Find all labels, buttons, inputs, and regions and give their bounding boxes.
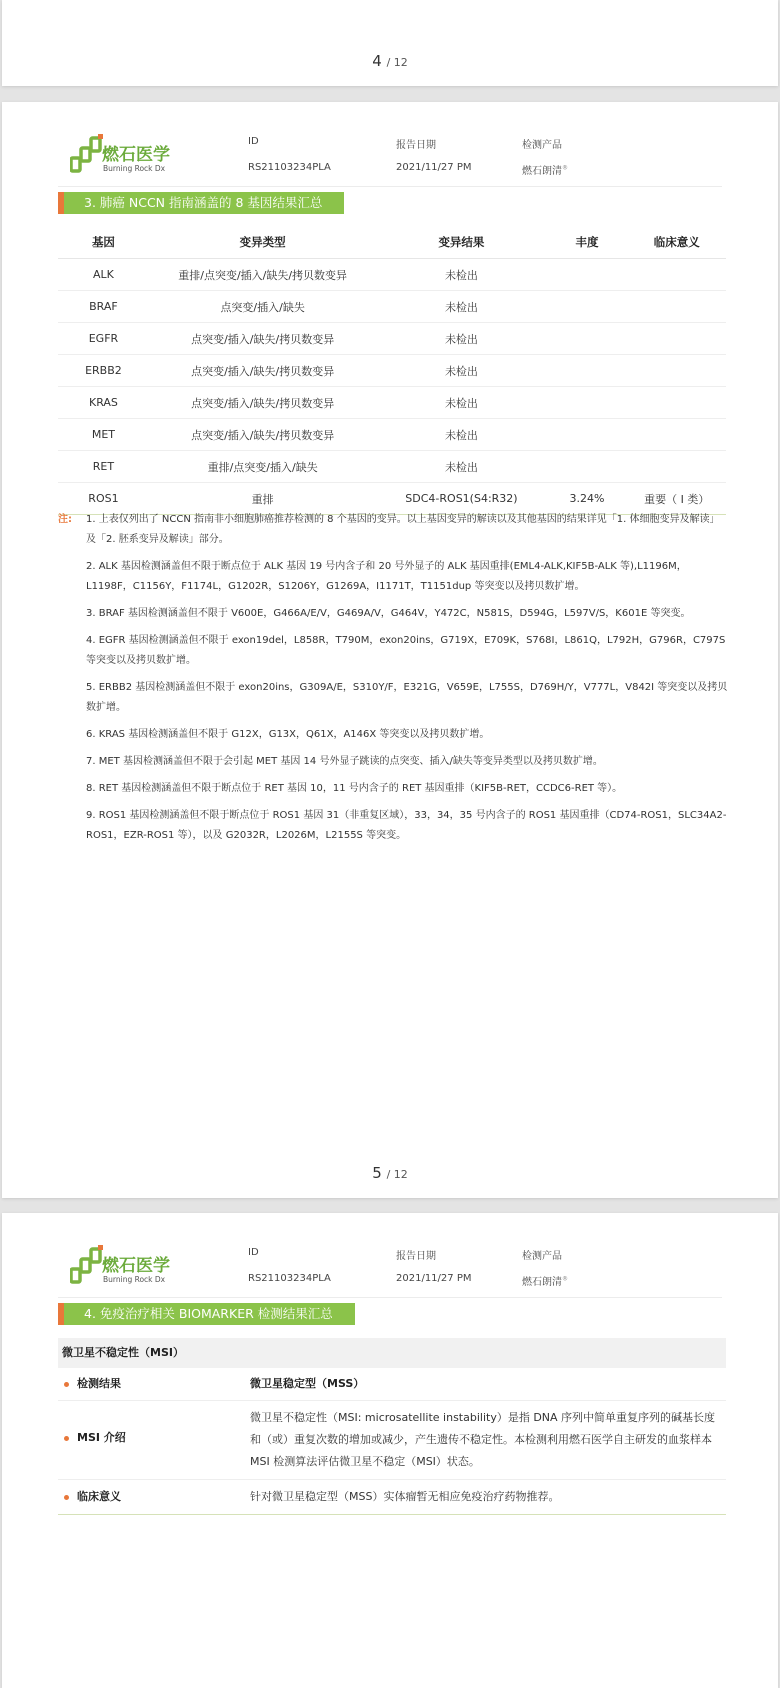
company-logo: [70, 134, 180, 182]
table-row: [58, 451, 726, 483]
column-header-abundance: 丰度: [546, 226, 627, 259]
logo-text-cn: 燃石医学: [102, 145, 170, 165]
abundance-cell: [546, 419, 627, 451]
variant-type-cell: 重排/点突变/插入/缺失/拷贝数变异: [149, 259, 377, 291]
note-item: 4. EGFR 基因检测涵盖但不限于 exon19del，L858R，T790M，exon20ins，G719X，E709K，S768I，L861Q，L792H，G796R，C797S 等突变以及拷贝数扩增。: [86, 635, 726, 666]
variant-result-cell: 未检出: [376, 259, 546, 291]
variant-result-cell: 未检出: [376, 451, 546, 483]
gene-cell: BRAF: [58, 291, 149, 323]
date-value: 2021/11/27 PM: [396, 1273, 472, 1284]
id-label: ID: [248, 1247, 259, 1258]
company-logo: [70, 1245, 180, 1293]
page-total: / 12: [386, 1168, 408, 1181]
id-value: RS21103234PLA: [248, 1273, 331, 1284]
note-item: 9. ROS1 基因检测涵盖但不限于断点位于 ROS1 基因 31（非重复区域），33，34，35 号内含子的 ROS1 基因重排（CD74-ROS1，SLC34A2-ROS1，EZR-ROS1 等），以及 G2032R，L2026M，L2155S 等突变。: [86, 810, 727, 841]
logo-text-en: Burning Rock Dx: [103, 1275, 166, 1284]
variant-type-cell: 点突变/插入/缺失/拷贝数变异: [149, 387, 377, 419]
product-label: 检测产品: [522, 1251, 562, 1262]
abundance-cell: [546, 259, 627, 291]
msi-table: [58, 1338, 726, 1515]
abundance-cell: [546, 291, 627, 323]
variant-result-cell: 未检出: [376, 419, 546, 451]
abundance-cell: [546, 387, 627, 419]
msi-value: 针对微卫星稳定型（MSS）实体瘤暂无相应免疫治疗药物推荐。: [250, 1490, 560, 1503]
variant-result-cell: 未检出: [376, 323, 546, 355]
table-row: [58, 355, 726, 387]
bullet-icon: [64, 1495, 69, 1500]
section-3-title: 3. 肺癌 NCCN 指南涵盖的 8 基因结果汇总: [58, 192, 344, 214]
page-total: / 12: [386, 56, 408, 69]
report-header: [58, 130, 722, 187]
registered-mark: ®: [562, 1275, 568, 1283]
date-label: 报告日期: [396, 1251, 436, 1262]
msi-key: [64, 1429, 126, 1445]
bullet-icon: [64, 1382, 69, 1387]
variant-type-cell: 重排/点突变/插入/缺失: [149, 451, 377, 483]
gene-cell: MET: [58, 419, 149, 451]
bullet-icon: [64, 1436, 69, 1441]
msi-key-text: 检测结果: [77, 1377, 121, 1390]
note-item: 1. 上表仅列出了 NCCN 指南非小细胞肺癌推荐检测的 8 个基因的变异。以上基因变异的解读以及其他基因的结果详见「1. 体细胞变异及解读」及「2. 胚系变异及解读」部分。: [86, 514, 720, 545]
gene-cell: EGFR: [58, 323, 149, 355]
variant-type-cell: 点突变/插入/缺失/拷贝数变异: [149, 419, 377, 451]
table-row: [58, 291, 726, 323]
variant-result-cell: 未检出: [376, 291, 546, 323]
column-header-variant-result: 变异结果: [376, 226, 546, 259]
notes-section: [58, 510, 728, 853]
notes-label: 注:: [58, 514, 72, 525]
msi-row-result: [58, 1368, 726, 1401]
logo-text-en: Burning Rock Dx: [103, 164, 166, 173]
table-row: [58, 387, 726, 419]
page-number: [2, 1164, 778, 1182]
page-current: 4: [372, 52, 382, 70]
clinical-cell: [628, 259, 726, 291]
product-label: 检测产品: [522, 140, 562, 151]
abundance-cell: [546, 451, 627, 483]
page-5: [2, 102, 778, 1198]
table-row: [58, 419, 726, 451]
logo-mark-icon: [70, 134, 104, 176]
gene-cell: KRAS: [58, 387, 149, 419]
msi-value: 微卫星稳定型（MSS）: [250, 1377, 365, 1390]
gene-cell: ALK: [58, 259, 149, 291]
msi-key: [64, 1368, 121, 1400]
product-value: [522, 1273, 568, 1288]
variant-type-cell: 重排: [149, 483, 377, 515]
date-label: 报告日期: [396, 140, 436, 151]
variant-type-cell: 点突变/插入/缺失: [149, 291, 377, 323]
section-4-title: 4. 免疫治疗相关 BIOMARKER 检测结果汇总: [58, 1303, 355, 1325]
msi-value: 微卫星不稳定性（MSI: microsatellite instability）是指 DNA 序列中简单重复序列的碱基长度和（或）重复次数的增加或减少，产生遗传不稳定性。本检测利用燃石医学自主研发的血浆样本 MSI 检测算法评估微卫星不稳定（MSI）状态。: [250, 1411, 716, 1468]
page-number: [2, 52, 778, 70]
msi-row-clinical: [58, 1480, 726, 1515]
variant-result-cell: 未检出: [376, 387, 546, 419]
id-label: ID: [248, 136, 259, 147]
table-row: [58, 323, 726, 355]
note-item: 3. BRAF 基因检测涵盖但不限于 V600E，G466A/E/V，G469A/V，G464V，Y472C，N581S，D594G，L597V/S，K601E 等突变。: [86, 608, 691, 619]
msi-row-intro: [58, 1401, 726, 1480]
msi-key-text: 临床意义: [77, 1490, 121, 1503]
table-row: [58, 259, 726, 291]
clinical-cell: [628, 291, 726, 323]
variant-type-cell: 点突变/插入/缺失/拷贝数变异: [149, 323, 377, 355]
product-value: [522, 162, 568, 177]
clinical-cell: 重要（ I 类）: [628, 483, 726, 515]
variant-result-cell: 未检出: [376, 355, 546, 387]
gene-cell: ERBB2: [58, 355, 149, 387]
clinical-cell: [628, 419, 726, 451]
column-header-gene: 基因: [58, 226, 149, 259]
registered-mark: ®: [562, 164, 568, 172]
logo-text-cn: 燃石医学: [102, 1256, 170, 1276]
msi-heading: 微卫星不稳定性（MSI）: [58, 1338, 726, 1368]
gene-results-table: [58, 226, 726, 515]
column-header-clinical-significance: 临床意义: [628, 226, 726, 259]
note-item: 5. ERBB2 基因检测涵盖但不限于 exon20ins，G309A/E，S310Y/F，E321G，V659E，L755S，D769H/Y，V777L，V842I 等突变以及拷贝数扩增。: [86, 682, 728, 713]
clinical-cell: [628, 387, 726, 419]
clinical-cell: [628, 355, 726, 387]
product-name: 燃石朗清: [522, 166, 562, 177]
table-header-row: [58, 226, 726, 259]
report-header: [58, 1241, 722, 1298]
note-item: 6. KRAS 基因检测涵盖但不限于 G12X，G13X，Q61X，A146X 等突变以及拷贝数扩增。: [86, 729, 490, 740]
note-item: 8. RET 基因检测涵盖但不限于断点位于 RET 基因 10，11 号内含子的 RET 基因重排（KIF5B-RET，CCDC6-RET 等）。: [86, 783, 623, 794]
abundance-cell: [546, 355, 627, 387]
msi-key-text: MSI 介绍: [77, 1431, 126, 1444]
gene-cell: RET: [58, 451, 149, 483]
product-name: 燃石朗清: [522, 1277, 562, 1288]
variant-result-cell: SDC4-ROS1(S4:R32): [376, 483, 546, 515]
id-value: RS21103234PLA: [248, 162, 331, 173]
page-6: [2, 1213, 778, 1688]
msi-key: [64, 1480, 121, 1514]
column-header-variant-type: 变异类型: [149, 226, 377, 259]
gene-cell: ROS1: [58, 483, 149, 515]
variant-type-cell: 点突变/插入/缺失/拷贝数变异: [149, 355, 377, 387]
abundance-cell: [546, 323, 627, 355]
clinical-cell: [628, 451, 726, 483]
page-4: [2, 0, 778, 86]
abundance-cell: 3.24%: [546, 483, 627, 515]
date-value: 2021/11/27 PM: [396, 162, 472, 173]
clinical-cell: [628, 323, 726, 355]
logo-mark-icon: [70, 1245, 104, 1287]
note-item: 7. MET 基因检测涵盖但不限于会引起 MET 基因 14 号外显子跳读的点突变、插入/缺失等变异类型以及拷贝数扩增。: [86, 756, 603, 767]
note-item: 2. ALK 基因检测涵盖但不限于断点位于 ALK 基因 19 号内含子和 20 号外显子的 ALK 基因重排(EML4-ALK,KIF5B-ALK 等),L1196M，L1198F，C1156Y，F1174L，G1202R，S1206Y，G1269A，I1171T，T1151dup 等突变以及拷贝数扩增。: [86, 561, 687, 592]
page-current: 5: [372, 1164, 382, 1182]
